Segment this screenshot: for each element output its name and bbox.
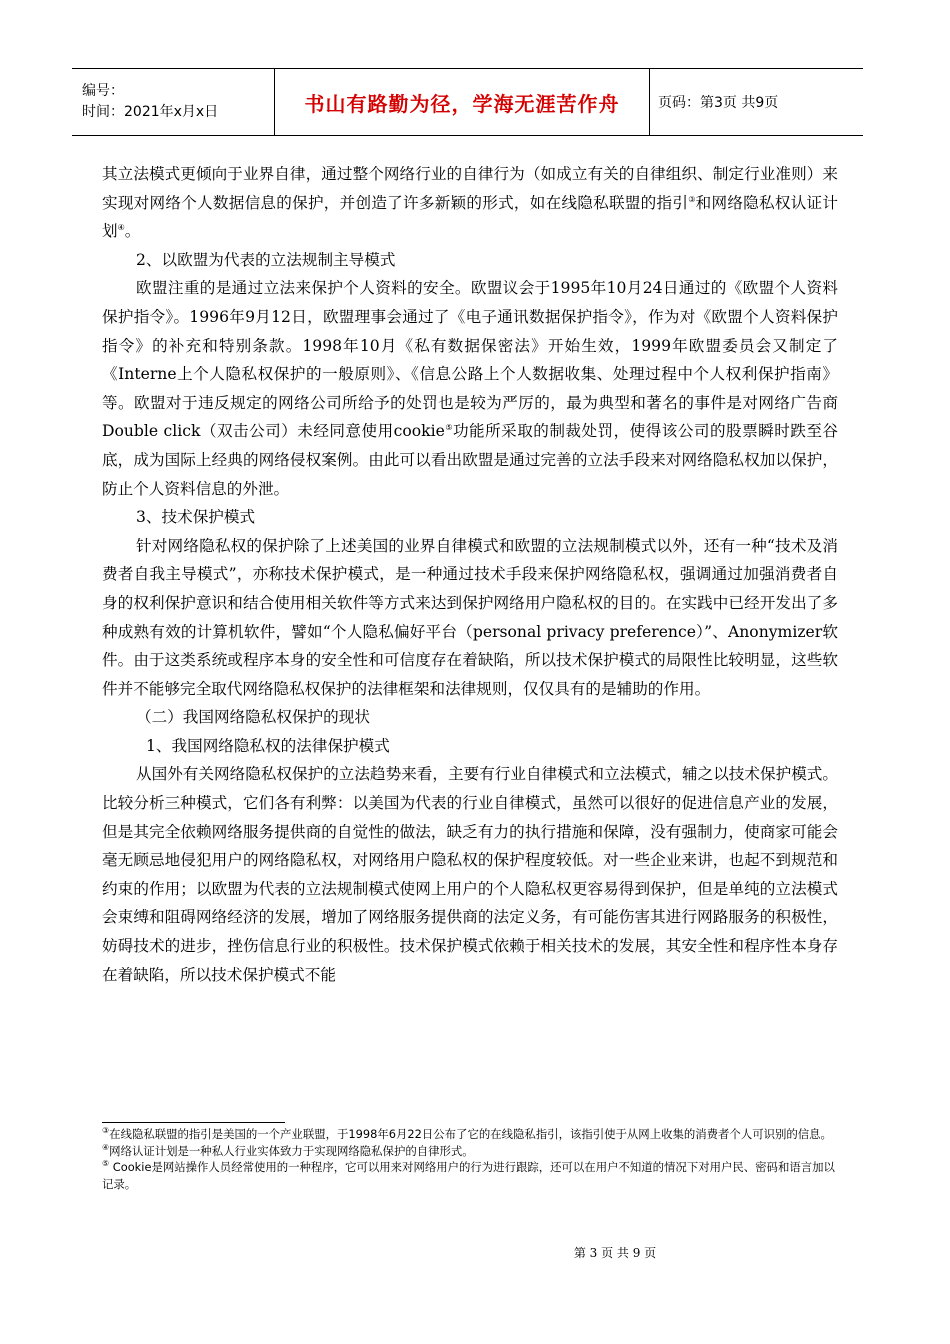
header-meta-cell bbox=[72, 69, 275, 136]
paragraph-text: 。 bbox=[124, 222, 141, 241]
footnote-mark: ③ bbox=[102, 1126, 110, 1136]
section-heading-china-status: （二）我国网络隐私权保护的现状 bbox=[136, 708, 370, 727]
paragraph-text: 欧盟注重的是通过立法来保护个人资料的安全。欧盟议会于1995年10月24日通过的《欧盟个人资料保护指令》。1996年9月12日，欧盟理事会通过了《电子通讯数据保护指令》，作为对《欧盟个人资料保护指令》的补充和特别条款。1998年10月《私有数据保密法》开始生效，1999年欧盟委员会又制定了《Interne上个人隐私权保护的一般原则》、《信息公路上个人数据收集、处理过程中个人权利保护指南》等。欧盟对于违反规定的网络公司所给予的处罚也是较为严厉的，最为典型和著名的事件是对网络广告商Double click（双击公司）未经同意使用cookie bbox=[102, 279, 838, 441]
paragraph-text: 和网络隐私权认证计划 bbox=[102, 193, 838, 241]
paragraph-china-legal-model: 从国外有关网络隐私权保护的立法趋势来看，主要有行业自律模式和立法模式，辅之以技术保护模式。比较分析三种模式，它们各有利弊：以美国为代表的行业自律模式，虽然可以很好的促进信息产业的发展，但是其完全依赖网络服务提供商的自觉性的做法，缺乏有力的执行措施和保障，没有强制力，使商家可能会毫无顾忌地侵犯用户的网络隐私权，对网络用户隐私权的保护程度较低。对一些企业来讲，也起不到规范和约束的作用；以欧盟为代表的立法规制模式使网上用户的个人隐私权更容易得到保护，但是单纯的立法模式会束缚和阻碍网络经济的发展，增加了网络服务提供商的法定义务，有可能伤害其进行网路服务的积极性，妨碍技术的进步，挫伤信息行业的积极性。技术保护模式依赖于相关技术的发展，其安全性和程序性本身存在着缺陷，所以技术保护模式不能 bbox=[102, 765, 838, 984]
section-heading-eu-model: 2、以欧盟为代表的立法规制主导模式 bbox=[136, 250, 396, 269]
paragraph-self-regulation-continued bbox=[102, 160, 838, 246]
document-time-label: 时间：2021年x月x日 bbox=[82, 104, 219, 120]
footnote-3 bbox=[102, 1126, 842, 1143]
document-body bbox=[102, 160, 838, 989]
header-motto: 书山有路勤为径，学海无涯苦作舟 bbox=[304, 91, 620, 116]
header-page-cell bbox=[650, 69, 864, 136]
section-heading-china-legal-model: 1、我国网络隐私权的法律保护模式 bbox=[146, 736, 390, 755]
page-footer-number: 第 3 页 共 9 页 bbox=[573, 1246, 657, 1260]
footnote-separator bbox=[102, 1122, 285, 1123]
footnote-text: 网络认证计划是一种私人行业实体致力于实现网络隐私保护的自律形式。 bbox=[109, 1143, 474, 1158]
footnote-ref-4: ④ bbox=[117, 223, 125, 232]
header-motto-cell bbox=[275, 69, 650, 136]
footnote-4 bbox=[102, 1143, 842, 1160]
page-header bbox=[72, 68, 863, 136]
footnote-5 bbox=[102, 1159, 842, 1192]
footnote-text: 在线隐私联盟的指引是美国的一个产业联盟，于1998年6月22日公布了它的在线隐私指引，该指引使于从网上收集的消费者个人可识别的信息。 bbox=[109, 1127, 832, 1141]
paragraph-text: 其立法模式更倾向于业界自律，通过整个网络行业的自律行为（如成立有关的自律组织、制定行业准则）来实现对网络个人数据信息的保护，并创造了许多新颖的形式，如在线隐私联盟的指引 bbox=[102, 165, 838, 212]
document-number-label: 编号： bbox=[82, 83, 124, 99]
paragraph-tech-model: 针对网络隐私权的保护除了上述美国的业界自律模式和欧盟的立法规制模式以外，还有一种“技术及消费者自我主导模式”，亦称技术保护模式，是一种通过技术手段来保护网络隐私权，强调通过加强消费者自身的权利保护意识和结合使用相关软件等方式来达到保护网络用户隐私权的目的。在实践中已经开发出了多种成熟有效的计算机软件，譬如“个人隐私偏好平台（personal privacy preference）”、Anonymizer软件。由于这类系统或程序本身的安全性和可信度存在着缺陷，所以技术保护模式的局限性比较明显，这些软件并不能够完全取代网络隐私权保护的法律框架和法律规则，仅仅具有的是辅助的作用。 bbox=[102, 536, 838, 698]
footnote-ref-3: ③ bbox=[688, 194, 696, 204]
footnote-mark: ④ bbox=[102, 1142, 110, 1152]
paragraph-eu-model bbox=[102, 274, 838, 503]
footnote-mark: ⑤ bbox=[102, 1159, 110, 1169]
footnote-ref-5: ⑤ bbox=[444, 423, 453, 433]
paragraph-text: 功能所采取的制裁处罚，使得该公司的股票瞬时跌至谷底，成为国际上经典的网络侵权案例。由此可以看出欧盟是通过完善的立法手段来对网络隐私权加以保护，防止个人资料信息的外泄。 bbox=[102, 422, 838, 498]
footnotes bbox=[102, 1126, 842, 1192]
header-page-number: 页码：第3页 共9页 bbox=[658, 95, 779, 111]
section-heading-tech-model: 3、技术保护模式 bbox=[136, 508, 256, 527]
footnote-text: Cookie是网站操作人员经常使用的一种程序，它可以用来对网络用户的行为进行跟踪，还可以在用户不知道的情况下对用户民、密码和语言加以记录。 bbox=[102, 1160, 835, 1191]
